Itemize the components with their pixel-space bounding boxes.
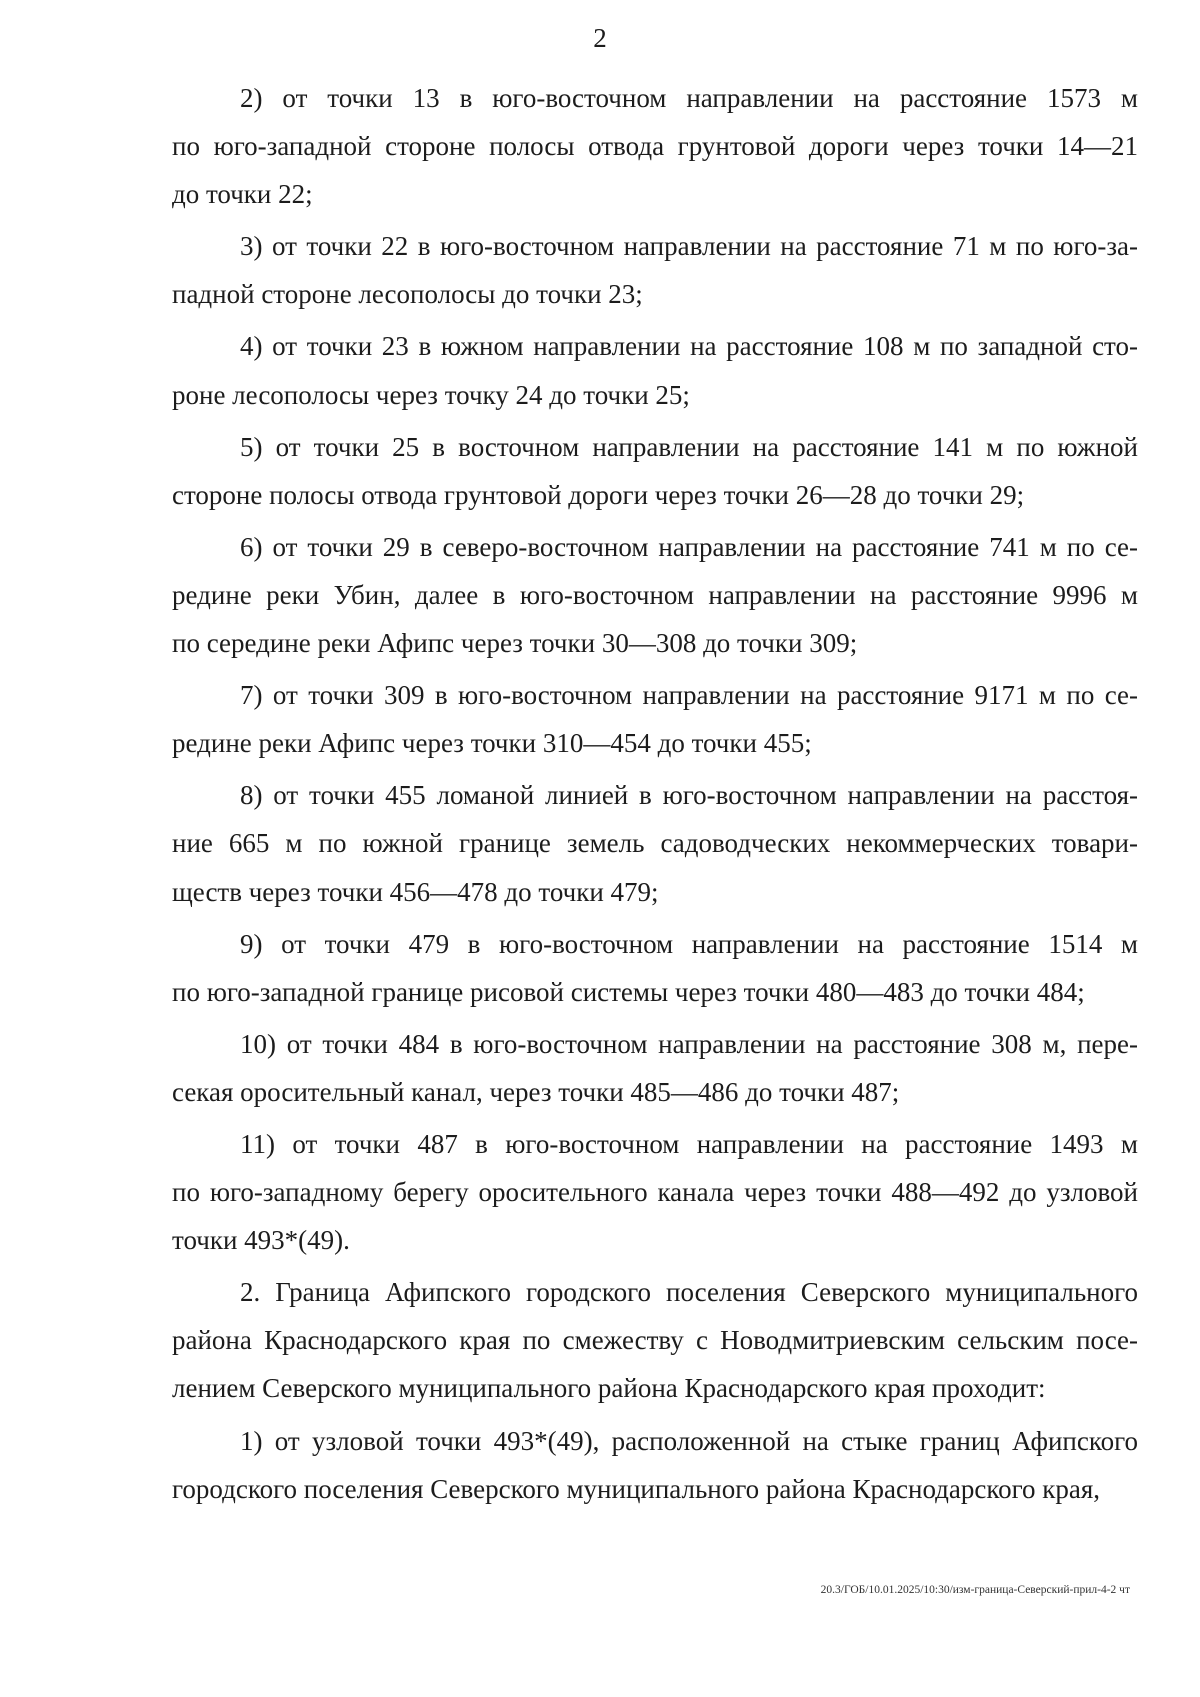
- paragraph-line: 1) от узловой точки 493*(49), расположенной на стыке границ Афипского: [240, 1425, 1138, 1456]
- paragraph-line: секая оросительный канал, через точки 485—486 до точки 487;: [172, 1076, 900, 1107]
- paragraph: [172, 222, 1138, 318]
- paragraph-line: 3) от точки 22 в юго-восточном направлении на расстояние 71 м по юго-за-: [240, 231, 1138, 262]
- paragraph: [172, 523, 1138, 667]
- paragraph-line: 9) от точки 479 в юго-восточном направлении на расстояние 1514 м: [240, 928, 1138, 959]
- paragraph-line: района Краснодарского края по смежеству с Новодмитриевским сельским посе-: [172, 1325, 1138, 1356]
- paragraph: [172, 423, 1138, 519]
- paragraph-line: 7) от точки 309 в юго-восточном направлении на расстояние 9171 м по се-: [240, 680, 1138, 711]
- paragraph-line: редине реки Убин, далее в юго-восточном направлении на расстояние 9996 м: [172, 579, 1138, 610]
- paragraph: [172, 920, 1138, 1016]
- paragraph: [172, 1268, 1138, 1412]
- paragraph-line: 11) от точки 487 в юго-восточном направлении на расстояние 1493 м: [240, 1128, 1138, 1159]
- paragraph-line: 6) от точки 29 в северо-восточном направлении на расстояние 741 м по се-: [240, 531, 1138, 562]
- paragraph-line: редине реки Афипс через точки 310—454 до точки 455;: [172, 728, 812, 759]
- paragraph-line: стороне полосы отвода грунтовой дороги через точки 26—28 до точки 29;: [172, 479, 1025, 510]
- paragraph-line: по юго-западной границе рисовой системы через точки 480—483 до точки 484;: [172, 976, 1085, 1007]
- page-number: 2: [593, 23, 607, 53]
- paragraph-line: падной стороне лесополосы до точки 23;: [172, 279, 643, 310]
- paragraph-line: ществ через точки 456—478 до точки 479;: [172, 876, 659, 907]
- paragraph: [172, 1417, 1138, 1513]
- paragraph-line: 8) от точки 455 ломаной линией в юго-восточном направлении на расстоя-: [240, 780, 1138, 811]
- paragraph-line: 5) от точки 25 в восточном направлении на расстояние 141 м по южной: [240, 431, 1138, 462]
- paragraph-line: 10) от точки 484 в юго-восточном направлении на расстояние 308 м, пере-: [240, 1028, 1138, 1059]
- paragraph-line: до точки 22;: [172, 179, 313, 210]
- paragraph-line: 2) от точки 13 в юго-восточном направлении на расстояние 1573 м: [240, 83, 1138, 113]
- paragraph-line: ние 665 м по южной границе земель садоводческих некоммерческих товари-: [172, 828, 1138, 859]
- paragraph-line: по середине реки Афипс через точки 30—308 до точки 309;: [172, 628, 858, 659]
- paragraph-line: лением Северского муниципального района Краснодарского края проходит:: [172, 1373, 1046, 1404]
- paragraph: [172, 74, 1138, 218]
- document-body: [172, 74, 1138, 1517]
- paragraph-line: по юго-западному берегу оросительного канала через точки 488—492 до узловой: [172, 1177, 1138, 1208]
- paragraph-line: 4) от точки 23 в южном направлении на расстояние 108 м по западной сто-: [240, 331, 1138, 362]
- paragraph: [172, 322, 1138, 418]
- paragraph: [172, 771, 1138, 915]
- paragraph: [172, 1120, 1138, 1264]
- paragraph-line: роне лесополосы через точку 24 до точки 25;: [172, 379, 690, 410]
- paragraph: [172, 671, 1138, 767]
- paragraph: [172, 1020, 1138, 1116]
- paragraph-line: 2. Граница Афипского городского поселения Северского муниципального: [240, 1277, 1138, 1308]
- paragraph-line: городского поселения Северского муниципального района Краснодарского края,: [172, 1473, 1101, 1504]
- paragraph-line: по юго-западной стороне полосы отвода грунтовой дороги через точки 14—21: [172, 131, 1138, 162]
- paragraph-line: точки 493*(49).: [172, 1225, 350, 1256]
- document-footer-code: 20.3/ГОБ/10.01.2025/10:30/изм-граница-Северский-прил-4-2 чт: [820, 1584, 1130, 1596]
